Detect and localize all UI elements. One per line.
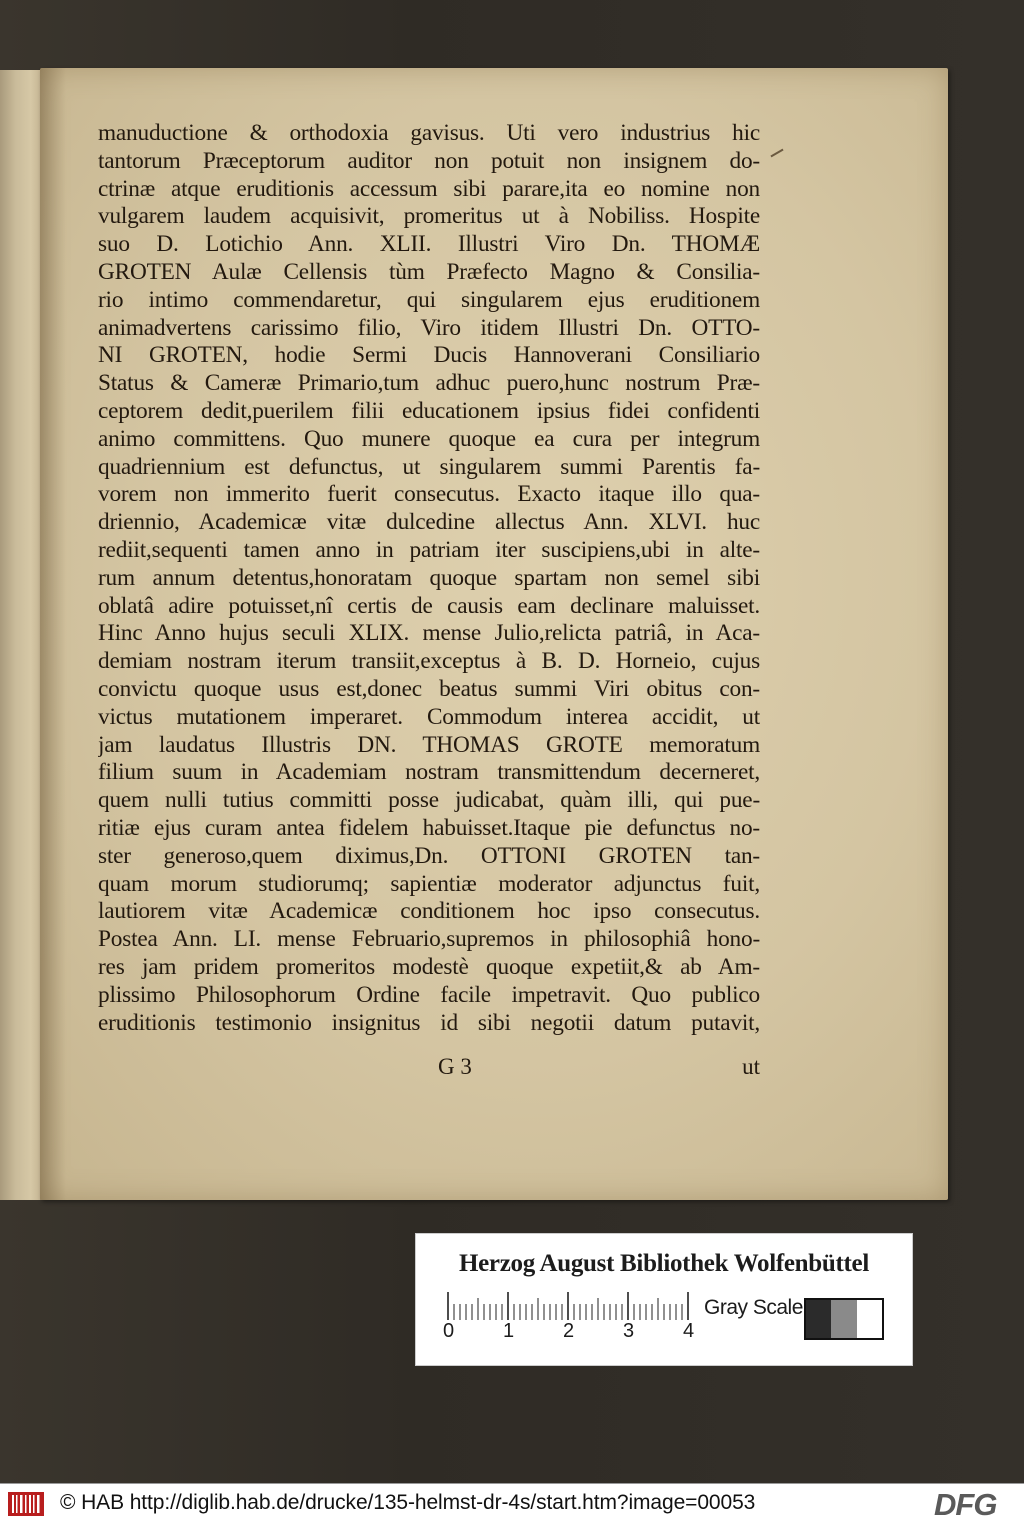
color-scale-card (416, 1234, 912, 1365)
text-line: demiam nostram iterum transiit,exceptus à B. D. Horneio, cujus (98, 648, 760, 675)
text-line: ster generoso,quem diximus,Dn. OTTONI GROTEN tan- (98, 842, 760, 869)
text-line: animo committens. Quo munere quoque ea cura per integrum (98, 425, 760, 452)
signature-mark: G 3 (438, 1054, 472, 1079)
text-line: Postea Ann. LI. mense Februario,supremos in philosophiâ hono- (98, 926, 760, 953)
gray-scale-label: Gray Scale (704, 1296, 803, 1319)
text-line: rediit,sequenti tamen anno in patriam iter suscipiens,ubi in alte- (98, 536, 760, 563)
text-line: ritiæ ejus curam antea fidelem habuisset.Itaque pie defunctus no- (98, 814, 760, 841)
ruler-number: 2 (563, 1320, 575, 1342)
ruler-scale (446, 1292, 690, 1320)
text-line: driennio, Academicæ vitæ dulcedine allectus Ann. XLVI. huc (98, 509, 760, 536)
gray-swatch (806, 1300, 831, 1338)
text-line: manuductione & orthodoxia gavisus. Uti vero industrius hic (98, 120, 760, 146)
text-line: Status & Cameræ Primario,tum adhuc puero,hunc nostrum Præ- (98, 370, 760, 397)
text-line: tantorum Præceptorum auditor non potuit non insignem do- (98, 147, 760, 174)
text-line: eruditionis testimonio insignitus id sibi negotii datum putavit, (98, 1009, 760, 1036)
catchword: ut (742, 1054, 760, 1079)
text-line: lautiorem vitæ Academicæ conditionem hoc ipso consecutus. (98, 898, 760, 925)
text-line: rum annum detentus,honoratam quoque spartam non semel sibi (98, 564, 760, 591)
text-line: oblatâ adire potuisset,nî certis de causis eam declinare maluisset. (98, 592, 760, 619)
gray-swatch (831, 1300, 856, 1338)
text-line: ctrinæ atque eruditionis accessum sibi parare,ita eo nomine non (98, 175, 760, 202)
text-line: quem nulli tutius committi posse judicabat, quàm illi, qui pue- (98, 787, 760, 814)
text-line: convictu quoque usus est,donec beatus summi Viri obitus con- (98, 675, 760, 702)
gutter-shadow (40, 68, 66, 1200)
dfg-logo: DFG (934, 1487, 997, 1522)
text-line: res jam pridem promeritos modestè quoque expetiit,& ab Am- (98, 953, 760, 980)
hab-barcode-icon (6, 1490, 46, 1518)
text-line: vorem non immerito fuerit consecutus. Exacto itaque illo qua- (98, 481, 760, 508)
page-text (98, 120, 760, 1037)
ruler-numbers (440, 1320, 710, 1346)
status-bar (0, 1483, 1024, 1524)
text-line: jam laudatus Illustris DN. THOMAS GROTE memoratum (98, 731, 760, 758)
text-line: NI GROTEN, hodie Sermi Ducis Hannoverani Consiliario (98, 342, 760, 369)
text-line: plissimo Philosophorum Ordine facile impetravit. Quo publico (98, 981, 760, 1008)
ruler-number: 4 (683, 1320, 695, 1342)
text-line: GROTEN Aulæ Cellensis tùm Præfecto Magno & Consilia- (98, 258, 760, 285)
text-line: Hinc Anno hujus seculi XLIX. mense Julio,relicta patriâ, in Aca- (98, 620, 760, 647)
gray-scale-swatches (804, 1298, 884, 1340)
text-line: victus mutationem imperaret. Commodum interea accidit, ut (98, 703, 760, 730)
text-line: suo D. Lotichio Ann. XLII. Illustri Viro Dn. THOMÆ (98, 231, 760, 258)
ruler-number: 1 (503, 1320, 515, 1342)
text-line: vulgarem laudem acquisivit, promeritus ut à Nobiliss. Hospite (98, 203, 760, 230)
text-line: quam morum studiorumq; sapientiæ moderator adjunctus fuit, (98, 870, 760, 897)
text-line: filium suum in Academiam nostram transmittendum decerneret, (98, 759, 760, 786)
library-name: Herzog August Bibliothek Wolfenbüttel (458, 1250, 869, 1277)
gray-swatch (857, 1300, 882, 1338)
text-line: rio intimo commendaretur, qui singularem ejus eruditionem (98, 286, 760, 313)
text-line: ceptorem dedit,puerilem filii educationem ipsius fidei confidenti (98, 397, 760, 424)
page-footer (98, 1054, 760, 1084)
text-line: quadriennium est defunctus, ut singularem summi Parentis fa- (98, 453, 760, 480)
text-line: animadvertens carissimo filio, Viro itidem Illustri Dn. OTTO- (98, 314, 760, 341)
ruler-number: 3 (623, 1320, 635, 1342)
source-url[interactable]: © HAB http://diglib.hab.de/drucke/135-helmst-dr-4s/start.htm?image=00053 (60, 1491, 756, 1514)
ruler-number: 0 (443, 1320, 455, 1342)
